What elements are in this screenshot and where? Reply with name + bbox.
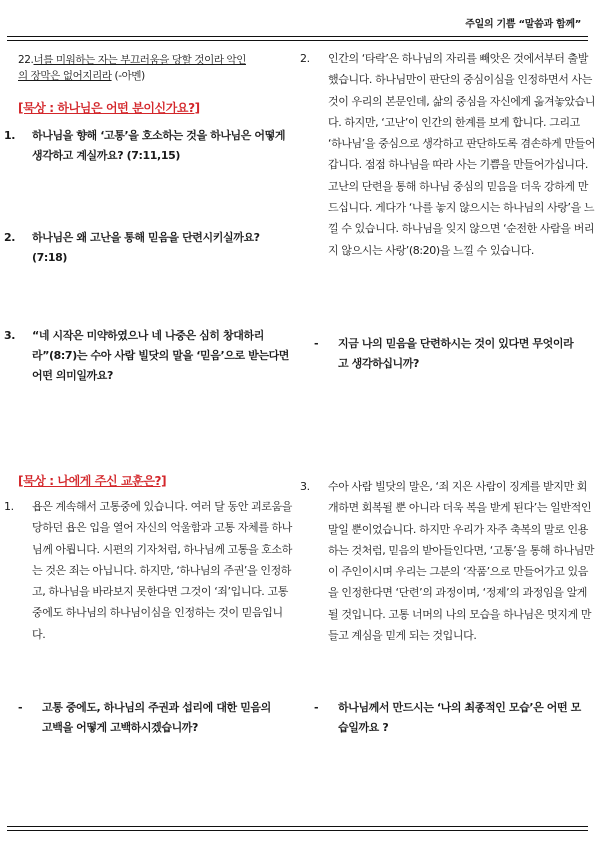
verse-number: 22. bbox=[18, 54, 34, 66]
dash-marker: - bbox=[18, 701, 23, 714]
page-header bbox=[0, 10, 595, 36]
section2-paragraph-1 bbox=[4, 496, 294, 645]
section2-label: [묵상 : 나에게 주신 교훈은?] bbox=[18, 474, 167, 488]
dash-marker: - bbox=[314, 701, 319, 714]
section2-paragraph-3 bbox=[300, 476, 595, 646]
section1-dash-question-text: 지금 나의 믿음을 단련하시는 것이 있다면 무엇이라고 생각하십니까? bbox=[338, 337, 574, 370]
section2-paragraph-3-number: 3. bbox=[300, 480, 310, 493]
section2-dash-question-3-text: 하나님께서 만드시는 ‘나의 최종적인 모습’은 어떤 모습일까요 ? bbox=[338, 701, 581, 734]
dash-marker: - bbox=[314, 337, 319, 350]
question-2-text: 하나님은 왜 고난을 통해 믿음을 단련시키실까요? (7:18) bbox=[32, 231, 260, 264]
question-3-number: 3. bbox=[4, 329, 16, 342]
section1-dash-question bbox=[314, 334, 582, 374]
question-1 bbox=[4, 126, 294, 166]
section2-dash-question-1-text: 고통 중에도, 하나님의 주권과 섭리에 대한 믿음의 고백을 어떻게 고백하시겠습니까? bbox=[42, 701, 271, 734]
top-rule-thin bbox=[7, 40, 588, 41]
question-1-number: 1. bbox=[4, 129, 16, 142]
top-rule bbox=[7, 36, 588, 37]
verse-underlined-line1: 너를 미워하는 자는 부끄러움을 당할 것이라 악인 bbox=[33, 54, 246, 66]
section2-dash-question-1 bbox=[18, 698, 280, 738]
verse-underlined-line2: 의 장막은 없어지리라 bbox=[18, 70, 112, 82]
header-title: 주일의 기쁨 “말씀과 함께” bbox=[465, 19, 581, 30]
section2-paragraph-3-text: 수아 사람 빌닷의 말은, ‘죄 지은 사람이 징계를 받지만 회개하면 회복될 뿐 아니라 더욱 복을 받게 된다’는 일반적인 말일 뿐이었습니다. 하지만 우리가 자주 축복의 말로 인용하는 것처럼, 믿음의 받아들인다면, ‘고통’을 통해 하나님만이 주인이시며 우리는 그분의 ‘작품’으로 만들어가고 있음을 인정한다면 ‘단련’의 과정이며, ‘정제’의 과정임을 알게 될 것입니다. 고통 너머의 나의 모습을 하나님은 멋지게 만들고 계심을 믿게 되는 것입니다. bbox=[328, 480, 595, 643]
section1-paragraph-2 bbox=[300, 48, 595, 261]
question-2 bbox=[4, 228, 294, 268]
question-1-text: 하나님을 향해 ‘고통’을 호소하는 것을 하나님은 어떻게 생각하고 계실까요? (7:11,15) bbox=[32, 129, 286, 162]
section1-label: [묵상 : 하나님은 어떤 분이신가요?] bbox=[18, 101, 200, 115]
section2-dash-question-3 bbox=[314, 698, 582, 738]
bottom-rule-thin bbox=[7, 826, 588, 827]
question-3-text: “네 시작은 미약하였으나 네 나중은 심히 창대하리라”(8:7)는 수아 사람 빌닷의 말을 ‘믿음’으로 받는다면 어떤 의미일까요? bbox=[32, 329, 290, 382]
question-3 bbox=[4, 326, 294, 386]
verse-suffix: (-아멘) bbox=[111, 70, 145, 82]
verse-block bbox=[18, 52, 280, 84]
section2-paragraph-1-number: 1. bbox=[4, 500, 14, 513]
question-2-number: 2. bbox=[4, 231, 16, 244]
section1-paragraph-2-text: 인간의 ‘타락’은 하나님의 자리를 빼앗은 것에서부터 출발했습니다. 하나님만이 판단의 중심이심을 인정하면서 사는 것이 우리의 본문인데, 삶의 중심을 자신에게 옮겨놓았습니다. 하지만, ‘고난’이 인간의 한계를 보게 합니다. 그리고 ‘하나님’을 중심으로 생각하고 판단하도록 겸손하게 만들어갑니다. 점점 하나님을 따라 사는 기쁨을 만들어가십니다. 고난의 단련을 통해 하나님 중심의 믿음을 더욱 강하게 만드십니다. 게다가 ‘나를 놓지 않으시는 하나님의 사랑’을 느낄 수 있습니다. 하나님을 잊지 않으면 ‘순전한 사람을 버리지 않으시는 사랑’(8:20)을 느낄 수 있습니다. bbox=[328, 52, 595, 257]
section1-paragraph-2-number: 2. bbox=[300, 52, 310, 65]
section2-paragraph-1-text: 욥은 계속해서 고통중에 있습니다. 여러 달 동안 괴로움을 당하던 욥은 입을 열어 자신의 억울함과 고통 자체를 하나님께 아룁니다. 시편의 기자처럼, 하나님께 고통을 호소하는 것은 죄는 아닙니다. 하지만, ‘하나님의 주권’을 인정하고, 하나님을 바라보지 못한다면 그것이 ‘죄’입니다. 고통 중에도 하나님의 하나님이심을 인정하는 것이 믿음입니다. bbox=[32, 500, 292, 641]
bottom-rule bbox=[7, 830, 588, 831]
